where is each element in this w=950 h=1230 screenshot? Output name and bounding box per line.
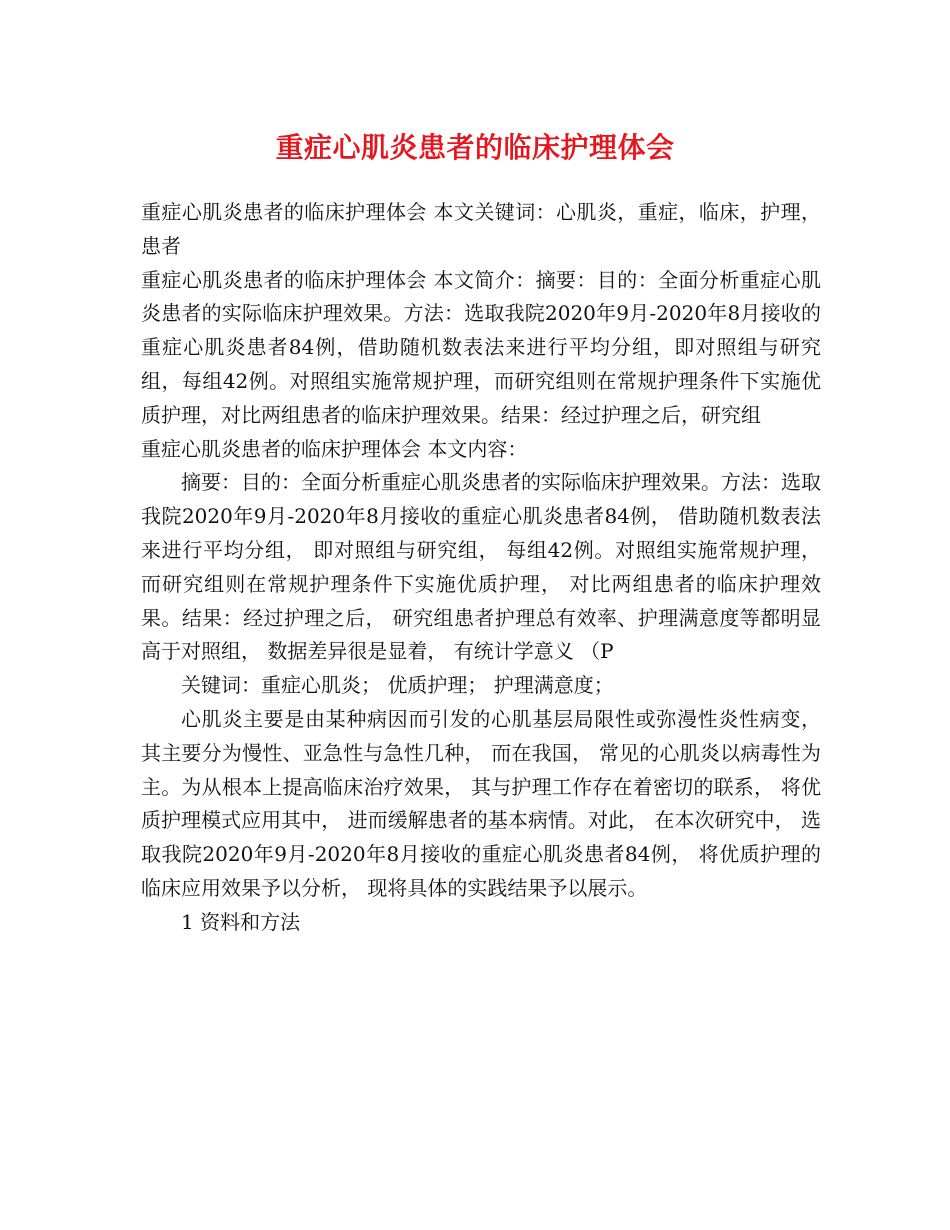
introduction-paragraph: 心肌炎主要是由某种病因而引发的心肌基层局限性或弥漫性炎性病变， 其主要分为慢性、亚急性与急性几种， 而在我国， 常见的心肌炎以病毒性为主。为从根本上提高临床治疗效果， 其与护理工作存在着密切的联系， 将优质护理模式应用其中， 进而缓解患者的基本病情。对此， 在本次研究中， 选取我院2020年9月-2020年8月接收的重症心肌炎患者84例， 将优质护理的临床应用效果予以分析， 现将具体的实践结果予以展示。	[141, 706, 821, 900]
keywords-list-paragraph: 关键词：重症心肌炎； 优质护理； 护理满意度；	[181, 673, 614, 698]
abstract-paragraph: 摘要：目的：全面分析重症心肌炎患者的实际临床护理效果。方法：选取我院2020年9月-2020年8月接收的重症心肌炎患者84例， 借助随机数表法来进行平均分组， 即对照组与研究组， 每组42例。对照组实施常规护理， 而研究组则在常规护理条件下实施优质护理， 对比两组患者的临床护理效果。结果：经过护理之后， 研究组患者护理总有效率、护理满意度等都明显高于对照组， 数据差异很是显着， 有统计学意义 （P	[141, 470, 821, 664]
document-body	[141, 196, 821, 940]
document-title: 重症心肌炎患者的临床护理体会	[275, 131, 675, 164]
keywords-paragraph: 重症心肌炎患者的临床护理体会 本文关键词：心肌炎，重症，临床，护理，患者	[141, 200, 821, 258]
summary-paragraph: 重症心肌炎患者的临床护理体会 本文简介：摘要：目的：全面分析重症心肌炎患者的实际临床护理效果。方法：选取我院2020年9月-2020年8月接收的重症心肌炎患者84例，借助随机数表法来进行平均分组，即对照组与研究组，每组42例。对照组实施常规护理，而研究组则在常规护理条件下实施优质护理，对比两组患者的临床护理效果。结果：经过护理之后，研究组	[141, 267, 821, 427]
section-heading-materials-methods: 1 资料和方法	[181, 909, 301, 934]
content-heading-paragraph: 重症心肌炎患者的临床护理体会 本文内容：	[141, 436, 528, 461]
